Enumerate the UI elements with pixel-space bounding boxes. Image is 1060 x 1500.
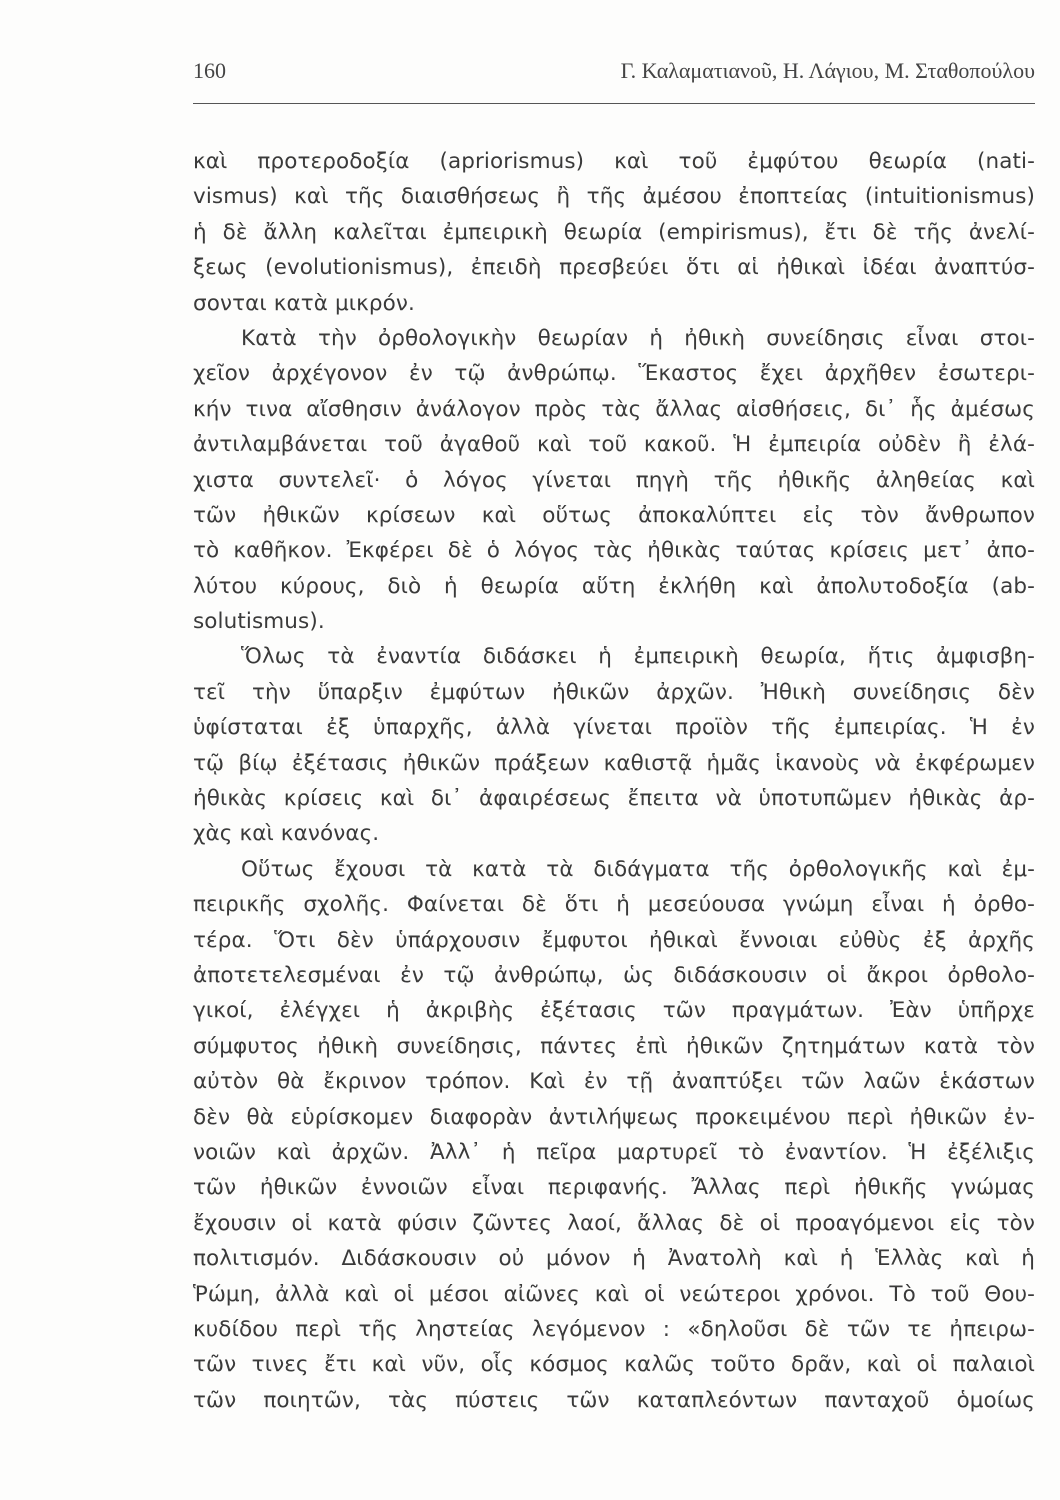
text-line: χιστα συντελεῖ· ὁ λόγος γίνεται πηγὴ τῆς ἠθικῆς ἀληθείας καὶ xyxy=(193,467,1035,493)
text-line: καὶ προτεροδοξία (apriorismus) καὶ τοῦ ἐμφύτου θεωρία (nati- xyxy=(193,149,1035,174)
text-line: δὲν θὰ εὑρίσκομεν διαφορὰν ἀντιλήψεως προκειμένου περὶ ἠθικῶν ἐν- xyxy=(193,1104,1035,1130)
text-line: solutismus). xyxy=(193,609,325,635)
text-line: τέρα. Ὅτι δὲν ὑπάρχουσιν ἔμφυτοι ἠθικαὶ ἔννοιαι εὐθὺς ἐξ ἀρχῆς xyxy=(193,927,1035,953)
text-line: νοιῶν καὶ ἀρχῶν. Ἀλλ᾽ ἡ πεῖρα μαρτυρεῖ τὸ ἐναντίον. Ἡ ἐξέλιξις xyxy=(193,1139,1035,1165)
text-line: πολιτισμόν. Διδάσκουσιν οὐ μόνον ἡ Ἀνατολὴ καὶ ἡ Ἑλλὰς καὶ ἡ xyxy=(193,1246,1035,1272)
header-rule xyxy=(193,103,1035,104)
text-line: τεῖ τὴν ὕπαρξιν ἐμφύτων ἠθικῶν ἀρχῶν. Ἠθικὴ συνείδησις δὲν xyxy=(193,679,1035,705)
page-number: 160 xyxy=(193,58,226,83)
text-line: σονται κατὰ μικρόν. xyxy=(193,290,415,316)
text-line: Ῥώμη, ἀλλὰ καὶ οἱ μέσοι αἰῶνες καὶ οἱ νεώτεροι χρόνοι. Τὸ τοῦ Θου- xyxy=(193,1281,1035,1307)
text-line: ἔχουσιν οἱ κατὰ φύσιν ζῶντες λαοί, ἄλλας δὲ οἱ προαγόμενοι εἰς τὸν xyxy=(193,1210,1035,1236)
text-line: ἀποτετελεσμέναι ἐν τῷ ἀνθρώπῳ, ὡς διδάσκουσιν οἱ ἄκροι ὀρθολο- xyxy=(193,962,1035,988)
text-line: κυδίδου περὶ τῆς ληστείας λεγόμενον : «δηλοῦσι δὲ τῶν τε ἠπειρω- xyxy=(193,1316,1035,1342)
text-line: πειρικῆς σχολῆς. Φαίνεται δὲ ὅτι ἡ μεσεύουσα γνώμη εἶναι ἡ ὀρθο- xyxy=(193,892,1035,918)
text-line: Κατὰ τὴν ὀρθολογικὴν θεωρίαν ἡ ἠθικὴ συνείδησις εἶναι στοι- xyxy=(241,325,1035,351)
text-line: γικοί, ἐλέγχει ἡ ἀκριβὴς ἐξέτασις τῶν πραγμάτων. Ἐὰν ὑπῆρχε xyxy=(193,998,1035,1024)
text-line: τῶν τινες ἔτι καὶ νῦν, οἷς κόσμος καλῶς τοῦτο δρᾶν, καὶ οἱ παλαιοὶ xyxy=(193,1352,1035,1378)
running-head: Γ. Καλαματιανοῦ, Η. Λάγιου, Μ. Σταθοπούλου xyxy=(620,58,1035,83)
page-header xyxy=(193,58,1035,88)
text-line: Οὕτως ἔχουσι τὰ κατὰ τὰ διδάγματα τῆς ὀρθολογικῆς καὶ ἐμ- xyxy=(241,856,1035,882)
text-line: τῶν ποιητῶν, τὰς πύστεις τῶν καταπλεόντων πανταχοῦ ὁμοίως xyxy=(193,1387,1035,1413)
text-line: ἀντιλαμβάνεται τοῦ ἀγαθοῦ καὶ τοῦ κακοῦ. Ἡ ἐμπειρία οὐδὲν ἢ ἐλά- xyxy=(193,432,1035,458)
text-line: χεῖον ἀρχέγονον ἐν τῷ ἀνθρώπῳ. Ἕκαστος ἔχει ἀρχῆθεν ἐσωτερι- xyxy=(193,361,1035,387)
text-line: αὐτὸν θὰ ἔκρινον τρόπον. Καὶ ἐν τῇ ἀναπτύξει τῶν λαῶν ἑκάστων xyxy=(193,1069,1035,1095)
text-line: τῶν ἠθικῶν κρίσεων καὶ οὕτως ἀποκαλύπτει εἰς τὸν ἄνθρωπον xyxy=(193,502,1035,528)
body-text xyxy=(193,144,1035,1418)
text-line: κήν τινα αἴσθησιν ἀνάλογον πρὸς τὰς ἄλλας αἰσθήσεις, δι᾽ ἧς ἀμέσως xyxy=(193,396,1035,422)
text-line: ἡ δὲ ἄλλη καλεῖται ἐμπειρικὴ θεωρία (empirismus), ἔτι δὲ τῆς ἀνελί- xyxy=(193,219,1035,245)
text-line: ξεως (evolutionismus), ἐπειδὴ πρεσβεύει ὅτι αἱ ἠθικαὶ ἰδέαι ἀναπτύσ- xyxy=(193,255,1035,281)
text-line: ἠθικὰς κρίσεις καὶ δι᾽ ἀφαιρέσεως ἔπειτα νὰ ὑποτυπῶμεν ἠθικὰς ἀρ- xyxy=(193,786,1035,812)
text-line: τῶν ἠθικῶν ἐννοιῶν εἶναι περιφανής. Ἄλλας περὶ ἠθικῆς γνώμας xyxy=(193,1175,1035,1201)
text-line: χὰς καὶ κανόνας. xyxy=(193,821,380,847)
text-line: vismus) καὶ τῆς διαισθήσεως ἢ τῆς ἀμέσου ἐποπτείας (intuitionismus) xyxy=(193,184,1035,210)
text-line: λύτου κύρους, διὸ ἡ θεωρία αὕτη ἐκλήθη καὶ ἀπολυτοδοξία (ab- xyxy=(193,573,1035,599)
text-line: τῷ βίῳ ἐξέτασις ἠθικῶν πράξεων καθιστᾷ ἡμᾶς ἱκανοὺς νὰ ἐκφέρωμεν xyxy=(193,750,1035,776)
text-line: τὸ καθῆκον. Ἐκφέρει δὲ ὁ λόγος τὰς ἠθικὰς ταύτας κρίσεις μετ᾽ ἀπο- xyxy=(193,538,1035,564)
text-line: ὑφίσταται ἐξ ὑπαρχῆς, ἀλλὰ γίνεται προϊὸν τῆς ἐμπειρίας. Ἡ ἐν xyxy=(193,715,1035,741)
text-line: Ὅλως τὰ ἐναντία διδάσκει ἡ ἐμπειρικὴ θεωρία, ἥτις ἀμφισβη- xyxy=(241,644,1035,670)
text-line: σύμφυτος ἠθικὴ συνείδησις, πάντες ἐπὶ ἠθικῶν ζητημάτων κατὰ τὸν xyxy=(193,1033,1035,1059)
